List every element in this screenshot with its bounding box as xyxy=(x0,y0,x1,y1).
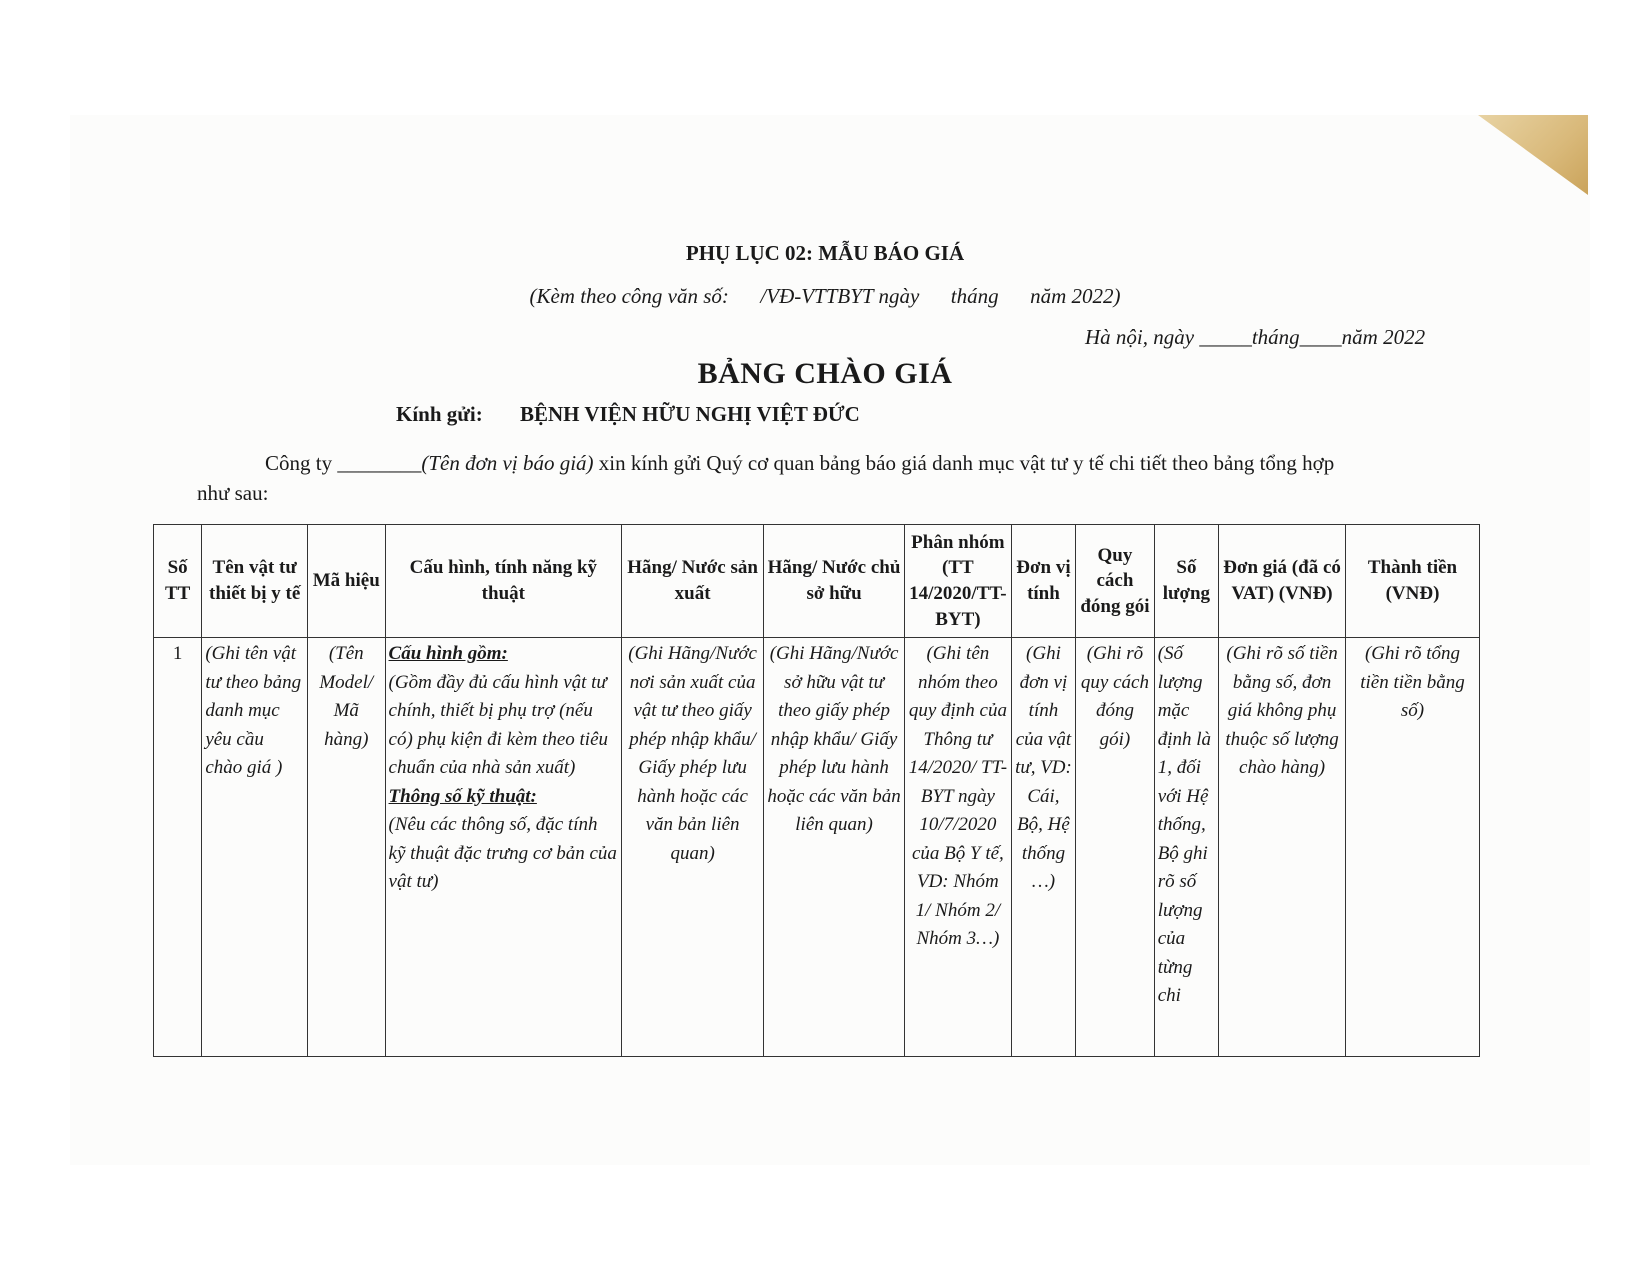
header-cell: Số lượng xyxy=(1154,525,1218,638)
header-cell: Quy cách đóng gói xyxy=(1076,525,1155,638)
appendix-title: PHỤ LỤC 02: MẪU BÁO GIÁ xyxy=(685,241,965,265)
cell-unit-price: (Ghi rõ số tiền bằng số, đơn giá không phụ thuộc số lượng chào hàng) xyxy=(1219,638,1346,1057)
cell-packaging: (Ghi rõ quy cách đóng gói) xyxy=(1076,638,1155,1057)
header-cell: Đơn vị tính xyxy=(1011,525,1075,638)
cell-code: (Tên Model/ Mã hàng) xyxy=(308,638,386,1057)
config-text: (Gồm đầy đủ cấu hình vật tư chính, thiết bị phụ trợ (nếu có) phụ kiện đi kèm theo tiêu chuẩn của nhà sản xuất) xyxy=(388,671,609,778)
header-cell: Cấu hình, tính năng kỹ thuật xyxy=(385,525,622,638)
attachment-note: (Kèm theo công văn số: /VĐ-VTTBYT ngày tháng năm 2022) xyxy=(529,284,1121,308)
intro-line-1 xyxy=(265,451,1334,476)
intro-suffix: xin kính gửi Quý cơ quan bảng báo giá danh mục vật tư y tế chi tiết theo bảng tổng hợp xyxy=(593,451,1335,475)
cell-owner: (Ghi Hãng/Nước sở hữu vật tư theo giấy phép nhập khẩu/ Giấy phép lưu hành hoặc các văn bản liên quan) xyxy=(764,638,905,1057)
spec-heading: Thông số kỹ thuật: xyxy=(388,785,537,807)
header-cell: Đơn giá (đã có VAT) (VNĐ) xyxy=(1219,525,1346,638)
cell-manufacturer: (Ghi Hãng/Nước nơi sản xuất của vật tư theo giấy phép nhập khẩu/ Giấy phép lưu hành hoặc các văn bản liên quan) xyxy=(622,638,764,1057)
header-cell: Hãng/ Nước chủ sở hữu xyxy=(764,525,905,638)
quotation-table xyxy=(153,524,1480,1057)
header-cell: Thành tiền (VNĐ) xyxy=(1345,525,1479,638)
intro-prefix: Công ty ________ xyxy=(265,451,422,475)
cell-name: (Ghi tên vật tư theo bảng danh mục yêu cầu chào giá ) xyxy=(202,638,308,1057)
cell-no: 1 xyxy=(154,638,202,1057)
header-cell: Phân nhóm (TT 14/2020/TT-BYT) xyxy=(905,525,1012,638)
place-date: Hà nội, ngày _____tháng____năm 2022 xyxy=(1085,325,1426,349)
config-heading: Cấu hình gồm: xyxy=(388,643,508,664)
intro-italic: (Tên đơn vị báo giá) xyxy=(421,451,594,475)
cell-unit: (Ghi đơn vị tính của vật tư, VD: Cái, Bộ, Hệ thống …) xyxy=(1011,638,1075,1057)
table-row xyxy=(154,638,1480,1057)
header-cell: Mã hiệu xyxy=(308,525,386,638)
recipient-label: Kính gửi: xyxy=(396,402,483,426)
cell-quantity: (Số lượng mặc định là 1, đối với Hệ thống, Bộ ghi rõ số lượng của từng chi xyxy=(1154,638,1218,1057)
table-header-row xyxy=(154,525,1480,638)
recipient-name: BỆNH VIỆN HỮU NGHỊ VIỆT ĐỨC xyxy=(520,402,860,426)
cell-config xyxy=(385,638,622,1057)
header-cell: Tên vật tư thiết bị y tế xyxy=(202,525,308,638)
intro-line-2: như sau: xyxy=(197,481,269,505)
cell-group: (Ghi tên nhóm theo quy định của Thông tư 14/2020/ TT-BYT ngày 10/7/2020 của Bộ Y tế, VD: Nhóm 1/ Nhóm 2/ Nhóm 3…) xyxy=(905,638,1012,1057)
spec-text: (Nêu các thông số, đặc tính kỹ thuật đặc trưng cơ bản của vật tư) xyxy=(388,814,617,892)
header-cell: Hãng/ Nước sản xuất xyxy=(622,525,764,638)
page-title: BẢNG CHÀO GIÁ xyxy=(697,357,953,390)
header-cell: Số TT xyxy=(154,525,202,638)
cell-total: (Ghi rõ tổng tiền tiền bằng số) xyxy=(1345,638,1479,1057)
